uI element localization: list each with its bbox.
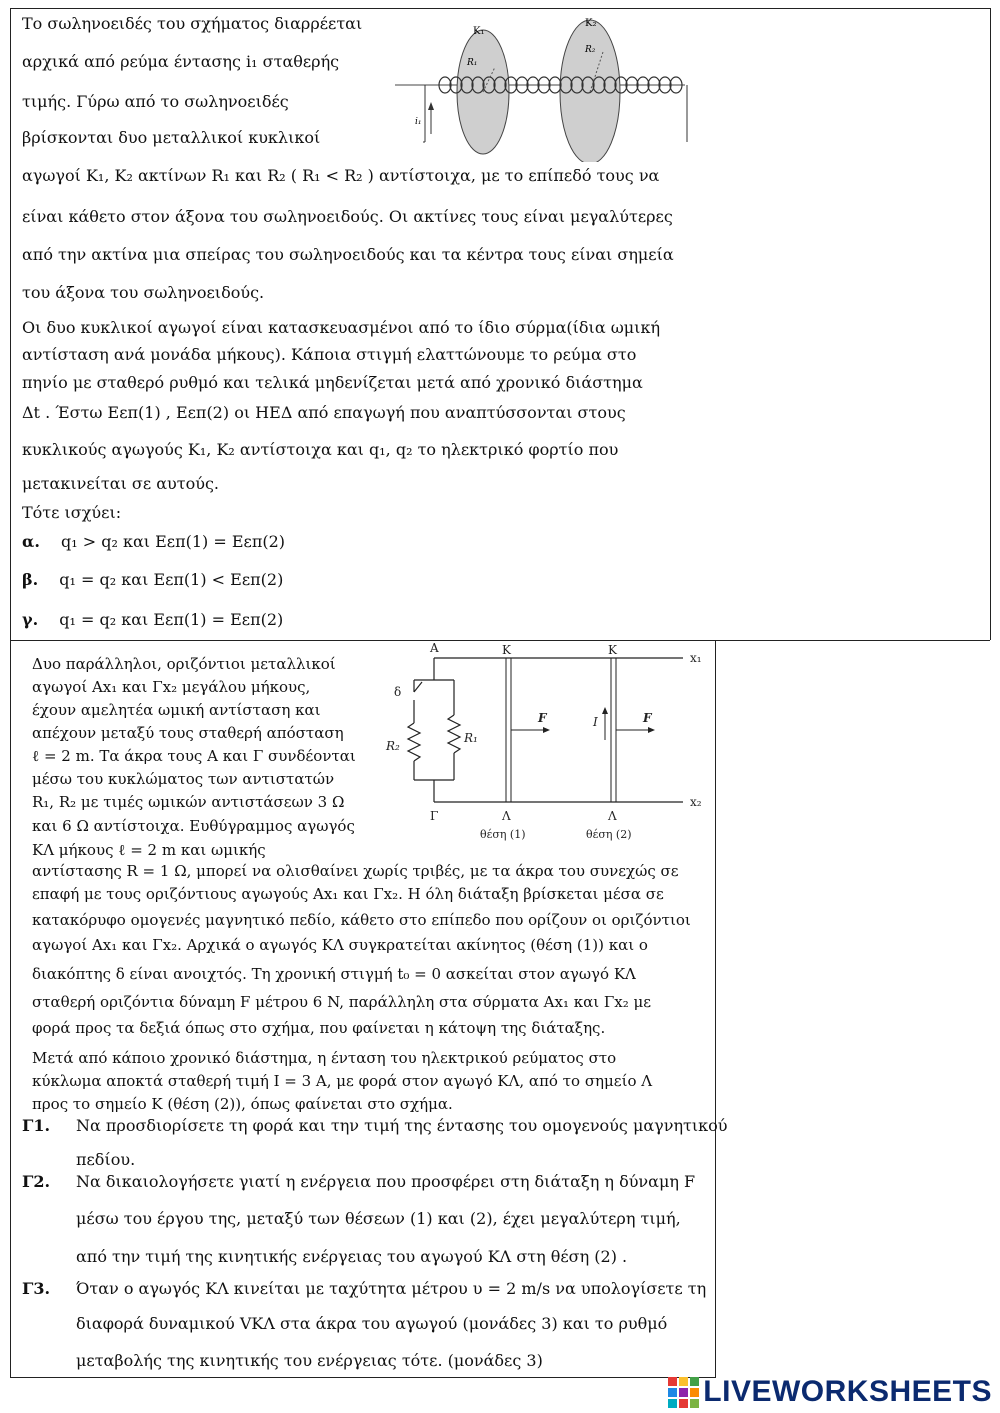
label-r2: R₂ (585, 45, 596, 55)
p1-line: βρίσκονται δυο μεταλλικοί κυκλικοί (22, 128, 321, 147)
p1-line: Δt . Έστω Eεπ(1) , Eεπ(2) οι ΗΕΔ από επαγωγή που αναπτύσσονται στους (22, 403, 626, 422)
p2-line: μέσω του κυκλώματος των αντιστατών (32, 770, 335, 788)
p2-line: αγωγοί Αx₁ και Γx₂ μεγάλου μήκους, (32, 678, 311, 696)
switch-delta (414, 682, 422, 692)
resistor-r2 (408, 723, 420, 761)
p1-line: Τότε ισχύει: (22, 503, 122, 522)
page-border-left (10, 8, 11, 1378)
label-position-2: θέση (2) (586, 828, 632, 841)
page-border-right-top (990, 8, 991, 640)
p1-line: του άξονα του σωληνοειδούς. (22, 283, 265, 302)
logo-grid-icon (668, 1377, 699, 1408)
logo-text: LIVEWORKSHEETS (703, 1375, 992, 1408)
p2-line: κύκλωμα αποκτά σταθερή τιμή I = 3 A, με φορά στον αγωγό ΚΛ, από το σημείο Λ (32, 1072, 653, 1090)
p2-line: αντίστασης R = 1 Ω, μπορεί να ολισθαίνει χωρίς τριβές, με τα άκρα του συνεχώς σε (32, 862, 679, 880)
resistor-r1 (448, 715, 460, 753)
liveworksheets-logo (668, 1375, 992, 1409)
p1-line: αντίσταση ανά μονάδα μήκους). Κάποια στιγμή ελαττώνουμε το ρεύμα στο (22, 345, 637, 364)
label-r2: R₂ (386, 739, 400, 753)
label-k-2: Κ (608, 643, 617, 657)
label-position-1: θέση (1) (480, 828, 526, 841)
p2-line: κατακόρυφο ομογενές μαγνητικό πεδίο, κάθετο στο επίπεδο που ορίζουν οι οριζόντιοι (32, 911, 691, 929)
solenoid-figure (395, 12, 715, 162)
p2-line: και 6 Ω αντίστοιχα. Ευθύγραμμος αγωγός (32, 817, 355, 835)
option-text: q₁ > q₂ και Eεπ(1) = Eεπ(2) (60, 532, 285, 551)
rails-circuit-figure (378, 640, 718, 850)
p2-line: προς το σημείο Κ (θέση (2)), όπως φαίνεται στο σχήμα. (32, 1095, 453, 1113)
label-k1: K₁ (473, 26, 485, 37)
rod-position-1 (506, 658, 511, 802)
question-g3-line: διαφορά δυναμικού VΚΛ στα άκρα του αγωγού (μονάδες 3) και το ρυθμό (76, 1314, 668, 1333)
label-k2: K₂ (585, 18, 597, 29)
p1-line: Το σωληνοειδές του σχήματος διαρρέεται (22, 14, 363, 33)
p1-line: Οι δυο κυκλικοί αγωγοί είναι κατασκευασμένοι από το ίδιο σύρμα(ίδια ωμική (22, 318, 661, 337)
option-text: q₁ = q₂ και Eεπ(1) < Eεπ(2) (59, 570, 284, 589)
question-label-g1: Γ1. (22, 1116, 51, 1135)
label-g: Γ (430, 809, 439, 823)
p1-line: είναι κάθετο στον άξονα του σωληνοειδούς. Οι ακτίνες τους είναι μεγαλύτερες (22, 207, 673, 226)
option-label: γ. (22, 610, 39, 629)
p1-line: αγωγοί K₁, K₂ ακτίνων R₁ και R₂ ( R₁ < R₂ ) αντίστοιχα, με το επίπεδό τους να (22, 166, 660, 185)
p2-line: Δυο παράλληλοι, οριζόντιοι μεταλλικοί (32, 655, 336, 673)
label-k-1: Κ (502, 643, 511, 657)
option-c[interactable] (22, 610, 283, 630)
page-border-top (10, 8, 990, 9)
question-g3-line: Όταν ο αγωγός ΚΛ κινείται με ταχύτητα μέτρου υ = 2 m/s να υπολογίσετε τη (76, 1279, 707, 1298)
p1-line: μετακινείται σε αυτούς. (22, 474, 220, 493)
p2-line: φορά προς τα δεξιά όπως στο σχήμα, που φαίνεται η κάτοψη της διάταξης. (32, 1019, 606, 1037)
option-label: β. (22, 570, 39, 589)
p1-line: τιμής. Γύρω από το σωληνοειδές (22, 92, 289, 111)
p2-line: ΚΛ μήκους ℓ = 2 m και ωμικής (32, 841, 266, 859)
page-border-bottom (10, 1377, 715, 1378)
label-x2: x₂ (690, 795, 702, 809)
label-r1: R₁ (464, 731, 478, 745)
p2-line: Μετά από κάποιο χρονικό διάστημα, η ένταση του ηλεκτρικού ρεύματος στο (32, 1049, 617, 1067)
rod-position-2 (611, 658, 616, 802)
p2-line: διακόπτης δ είναι ανοιχτός. Τη χρονική στιγμή t₀ = 0 ασκείται στον αγωγό ΚΛ (32, 965, 636, 983)
label-f-1: F (538, 711, 547, 725)
question-g2-line: από την τιμή της κινητικής ενέργειας του αγωγού ΚΛ στη θέση (2) . (76, 1247, 628, 1266)
label-l-2: Λ (608, 809, 617, 823)
p1-line: κυκλικούς αγωγούς K₁, K₂ αντίστοιχα και q₁, q₂ το ηλεκτρικό φορτίο που (22, 440, 619, 459)
p2-line: αγωγοί Αx₁ και Γx₂. Αρχικά ο αγωγός ΚΛ συγκρατείται ακίνητος (θέση (1)) και ο (32, 936, 648, 954)
p1-line: αρχικά από ρεύμα έντασης i₁ σταθερής (22, 52, 340, 71)
option-text: q₁ = q₂ και Eεπ(1) = Eεπ(2) (59, 610, 284, 629)
question-label-g3: Γ3. (22, 1279, 51, 1298)
p2-line: επαφή με τους οριζόντιους αγωγούς Αx₁ και Γx₂. Η όλη διάταξη βρίσκεται μέσα σε (32, 885, 664, 903)
label-a: Α (430, 641, 439, 655)
label-i: I (593, 715, 598, 729)
option-a[interactable] (22, 532, 285, 552)
question-g1-line: Να προσδιορίσετε τη φορά και την τιμή της έντασης του ομογενούς μαγνητικού (76, 1116, 728, 1135)
label-delta: δ (394, 685, 402, 699)
p2-line: R₁, R₂ με τιμές ωμικών αντιστάσεων 3 Ω (32, 793, 345, 811)
question-g2-line: μέσω του έργου της, μεταξύ των θέσεων (1) και (2), έχει μεγαλύτερη τιμή, (76, 1209, 681, 1228)
label-l-1: Λ (502, 809, 511, 823)
p2-line: ℓ = 2 m. Τα άκρα τους Α και Γ συνδέονται (32, 747, 356, 765)
label-r1: R₁ (467, 58, 478, 68)
question-g2-line: Να δικαιολογήσετε γιατί η ενέργεια που προσφέρει στη διάταξη η δύναμη F (76, 1172, 696, 1191)
p1-line: πηνίο με σταθερό ρυθμό και τελικά μηδενίζεται μετά από χρονικό διάστημα (22, 373, 643, 392)
question-g3-line: μεταβολής της κινητικής του ενέργειας τότε. (μονάδες 3) (76, 1351, 543, 1370)
label-i1: i₁ (415, 117, 422, 127)
label-x1: x₁ (690, 651, 702, 665)
option-b[interactable] (22, 570, 283, 590)
option-label: α. (22, 532, 40, 551)
question-label-g2: Γ2. (22, 1172, 51, 1191)
label-f-2: F (643, 711, 652, 725)
p2-line: σταθερή οριζόντια δύναμη F μέτρου 6 N, παράλληλη στα σύρματα Αx₁ και Γx₂ με (32, 993, 652, 1011)
question-g1-line: πεδίου. (76, 1150, 136, 1169)
p2-line: έχουν αμελητέα ωμική αντίσταση και (32, 701, 321, 719)
p1-line: από την ακτίνα μια σπείρας του σωληνοειδούς και τα κέντρα τους είναι σημεία (22, 245, 674, 264)
p2-line: απέχουν μεταξύ τους σταθερή απόσταση (32, 724, 344, 742)
